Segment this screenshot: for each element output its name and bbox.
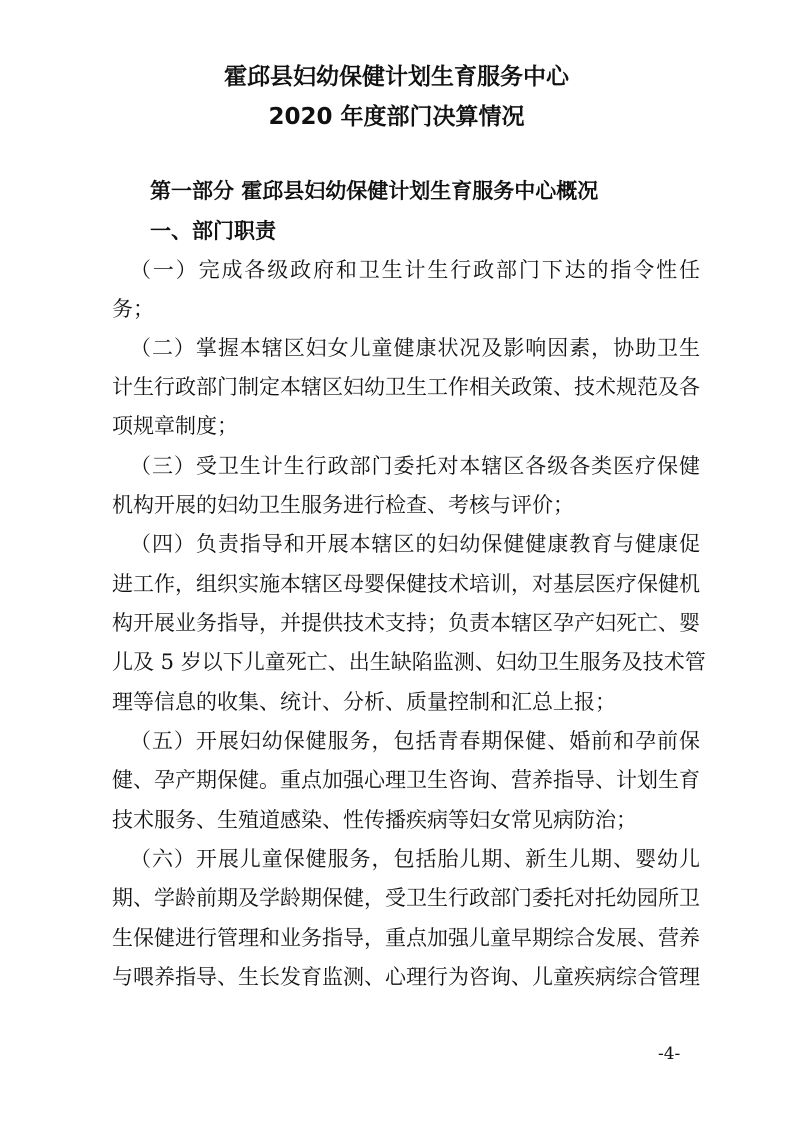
body-line: 理等信息的收集、统计、分析、质量控制和汇总上报； xyxy=(112,690,616,714)
body-line: 进工作，组织实施本辖区母婴保健技术培训，对基层医疗保健机 xyxy=(112,572,700,596)
section-heading: 第一部分 霍邱县妇幼保健计划生育服务中心概况 xyxy=(150,179,599,203)
body-line: 机构开展的妇幼卫生服务进行检查、考核与评价； xyxy=(112,493,574,517)
body-line: （二）掌握本辖区妇女儿童健康状况及影响因素，协助卫生 xyxy=(130,336,700,360)
body-line: 生保健进行管理和业务指导，重点加强儿童早期综合发展、营养 xyxy=(112,926,700,950)
body-line: 技术服务、生殖道感染、性传播疾病等妇女常见病防治； xyxy=(112,808,637,832)
body-line: （四）负责指导和开展本辖区的妇幼保健健康教育与健康促 xyxy=(130,532,700,556)
page-number: -4- xyxy=(658,1044,681,1064)
body-line: 计生行政部门制定本辖区妇幼卫生工作相关政策、技术规范及各 xyxy=(112,375,700,399)
document-title-line-1: 霍邱县妇幼保健计划生育服务中心 xyxy=(224,64,569,90)
body-line: （三）受卫生计生行政部门委托对本辖区各级各类医疗保健 xyxy=(130,454,700,478)
body-line: 项规章制度； xyxy=(112,414,238,438)
body-line: （六）开展儿童保健服务，包括胎儿期、新生儿期、婴幼儿 xyxy=(130,847,700,871)
body-line: （五）开展妇幼保健服务，包括青春期保健、婚前和孕前保 xyxy=(130,729,700,753)
body-line: 期、学龄前期及学龄期保健，受卫生行政部门委托对托幼园所卫 xyxy=(112,886,700,910)
body-line: 健、孕产期保健。重点加强心理卫生咨询、营养指导、计划生育 xyxy=(112,768,700,792)
body-line: （一）完成各级政府和卫生计生行政部门下达的指令性任 xyxy=(130,258,700,282)
body-line: 与喂养指导、生长发育监测、心理行为咨询、儿童疾病综合管理 xyxy=(112,965,700,989)
body-line: 务； xyxy=(112,297,154,321)
document-title-line-2: 2020 年度部门决算情况 xyxy=(268,104,525,130)
subheading: 一、部门职责 xyxy=(150,219,276,243)
body-line: 构开展业务指导，并提供技术支持；负责本辖区孕产妇死亡、婴 xyxy=(112,611,700,635)
body-line: 儿及 5 岁以下儿童死亡、出生缺陷监测、妇幼卫生服务及技术管 xyxy=(112,650,706,674)
